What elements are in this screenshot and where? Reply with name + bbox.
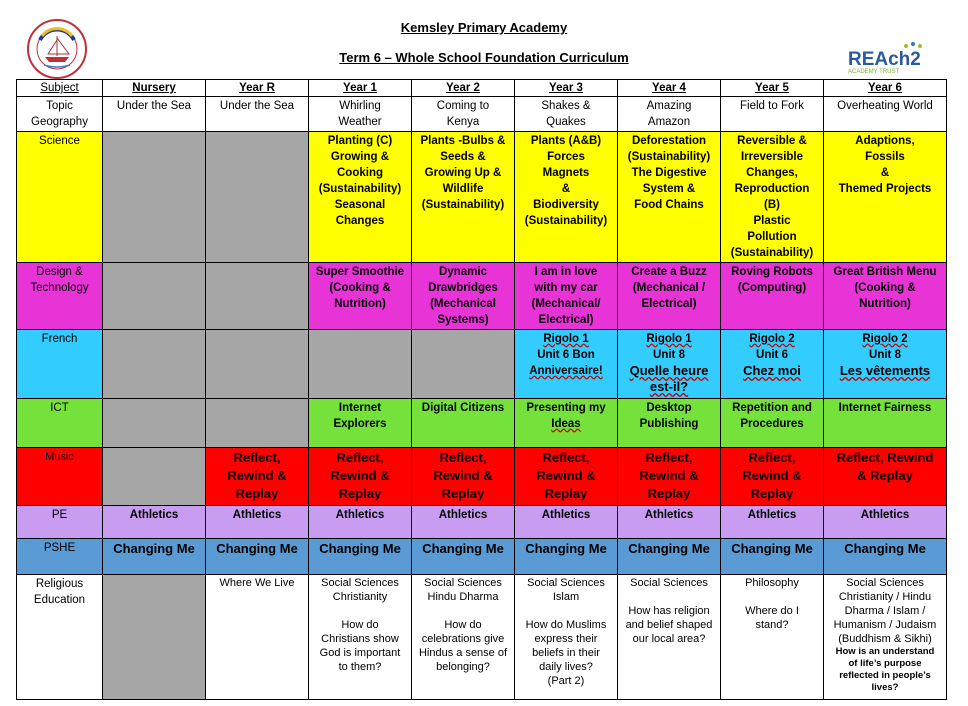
school-title: Kemsley Primary Academy [400, 20, 568, 35]
french-y3-topic: Anniversaire! [529, 365, 603, 377]
table-cell: Reflect, Rewind & Replay [824, 448, 947, 506]
table-cell: Deforestation (Sustainability) The Digestive System & Food Chains [618, 132, 721, 263]
table-cell: Changing Me [206, 539, 309, 575]
table-cell: Desktop Publishing [618, 399, 721, 448]
col-header-year-6: Year 6 [824, 80, 947, 97]
table-cell: Athletics [412, 506, 515, 539]
table-cell: Reflect, Rewind & Replay [412, 448, 515, 506]
empty-cell [206, 399, 309, 448]
table-cell: Changing Me [515, 539, 618, 575]
row-ict [17, 399, 947, 448]
subject-cell: French [17, 330, 103, 399]
table-cell: Reversible & Irreversible Changes, Reproduction (B) Plastic Pollution (Sustainability) [721, 132, 824, 263]
ict-y3-word: Ideas [551, 418, 581, 430]
table-cell: Changing Me [721, 539, 824, 575]
empty-cell [103, 448, 206, 506]
table-cell: Where We Live [206, 575, 309, 700]
empty-cell [103, 263, 206, 330]
col-header-year-r: Year R [206, 80, 309, 97]
table-cell: Changing Me [618, 539, 721, 575]
col-header-year-4: Year 4 [618, 80, 721, 97]
french-y3-unit-number: Unit 6 Bon [537, 349, 595, 361]
table-cell: Plants (A&B) Forces Magnets & Biodiversity (Sustainability) [515, 132, 618, 263]
empty-cell [103, 330, 206, 399]
row-topic-geography [17, 97, 947, 132]
table-cell: Athletics [721, 506, 824, 539]
table-cell: Under the Sea [103, 97, 206, 132]
empty-cell [206, 132, 309, 263]
table-cell: Planting (C) Growing & Cooking (Sustainability) Seasonal Changes [309, 132, 412, 263]
table-cell: Athletics [103, 506, 206, 539]
trust-logo-text: REAch2 [848, 49, 921, 70]
table-cell: Create a Buzz (Mechanical / Electrical) [618, 263, 721, 330]
table-cell: Changing Me [824, 539, 947, 575]
table-cell: Social Sciences Christianity How do Christians show God is important to them? [309, 575, 412, 700]
french-y4-topic-2: est-il? [649, 379, 689, 394]
row-pe [17, 506, 947, 539]
table-cell: Shakes & Quakes [515, 97, 618, 132]
empty-cell [206, 330, 309, 399]
table-cell: Social Sciences Hindu Dharma How do celebrations give Hindus a sense of belonging? [412, 575, 515, 700]
french-y6-topic: Les vêtements [839, 363, 931, 378]
row-religious-education [17, 575, 947, 700]
subject-cell: Design & Technology [17, 263, 103, 330]
table-cell: Field to Fork [721, 97, 824, 132]
french-y6-unit-number: Unit 8 [869, 349, 901, 361]
table-cell [721, 330, 824, 399]
subject-cell: Religious Education [17, 575, 103, 700]
col-header-year-2: Year 2 [412, 80, 515, 97]
subject-cell: Music [17, 448, 103, 506]
table-cell: Dynamic Drawbridges (Mechanical Systems) [412, 263, 515, 330]
subject-cell: Topic Geography [17, 97, 103, 132]
table-cell [515, 399, 618, 448]
subject-cell: PE [17, 506, 103, 539]
table-cell: Great British Menu (Cooking & Nutrition) [824, 263, 947, 330]
table-cell: Reflect, Rewind & Replay [309, 448, 412, 506]
french-y5-unit-number: Unit 6 [756, 349, 788, 361]
table-cell: Reflect, Rewind & Replay [206, 448, 309, 506]
table-cell: Athletics [206, 506, 309, 539]
table-cell: Internet Explorers [309, 399, 412, 448]
table-cell: Coming to Kenya [412, 97, 515, 132]
col-header-nursery: Nursery [103, 80, 206, 97]
empty-cell [103, 575, 206, 700]
table-cell [515, 330, 618, 399]
table-cell: Changing Me [103, 539, 206, 575]
table-cell: Overheating World [824, 97, 947, 132]
table-cell: Athletics [618, 506, 721, 539]
col-header-subject: Subject [17, 80, 103, 97]
table-cell: Amazing Amazon [618, 97, 721, 132]
table-cell: Changing Me [412, 539, 515, 575]
subject-cell: ICT [17, 399, 103, 448]
row-music [17, 448, 947, 506]
row-pshe [17, 539, 947, 575]
table-cell [824, 575, 947, 700]
table-cell: Changing Me [309, 539, 412, 575]
table-cell: Whirling Weather [309, 97, 412, 132]
table-cell: I am in love with my car (Mechanical/ Electrical) [515, 263, 618, 330]
table-cell: Digital Citizens [412, 399, 515, 448]
table-cell: Plants -Bulbs & Seeds & Growing Up & Wildlife (Sustainability) [412, 132, 515, 263]
empty-cell [206, 263, 309, 330]
ict-y3-text: Presenting my [526, 402, 606, 414]
table-cell: Roving Robots (Computing) [721, 263, 824, 330]
french-y6-unit: Rigolo 2 [862, 333, 908, 345]
table-cell [824, 330, 947, 399]
table-cell: Reflect, Rewind & Replay [618, 448, 721, 506]
table-cell: Athletics [309, 506, 412, 539]
col-header-year-5: Year 5 [721, 80, 824, 97]
table-cell: Athletics [824, 506, 947, 539]
table-cell: Adaptions, Fossils & Themed Projects [824, 132, 947, 263]
french-y5-topic: Chez moi [743, 363, 801, 378]
table-cell [618, 330, 721, 399]
table-cell: Social Sciences Islam How do Muslims express their beliefs in their daily lives? (Part 2) [515, 575, 618, 700]
french-y4-topic: Quelle heure [629, 363, 709, 378]
french-y5-unit: Rigolo 2 [749, 333, 795, 345]
table-cell: Reflect, Rewind & Replay [515, 448, 618, 506]
table-cell: Super Smoothie (Cooking & Nutrition) [309, 263, 412, 330]
french-y3-unit: Rigolo 1 [543, 333, 589, 345]
col-header-year-3: Year 3 [515, 80, 618, 97]
trust-logo-subtext: ACADEMY TRUST [848, 69, 900, 75]
subject-cell: PSHE [17, 539, 103, 575]
table-cell: Social Sciences How has religion and belief shaped our local area? [618, 575, 721, 700]
table-cell: Internet Fairness [824, 399, 947, 448]
empty-cell [309, 330, 412, 399]
re-y6-text: Social Sciences Christianity / Hindu Dharma / Islam / Humanism / Judaism (Buddhism & Sikhi) [833, 577, 937, 645]
subject-cell: Science [17, 132, 103, 263]
header-row [17, 80, 947, 97]
col-header-year-1: Year 1 [309, 80, 412, 97]
re-y6-question: How is an understand of life’s purpose reflected in people’s lives? [835, 646, 935, 693]
table-cell: Athletics [515, 506, 618, 539]
empty-cell [103, 399, 206, 448]
table-cell: Reflect, Rewind & Replay [721, 448, 824, 506]
table-cell: Repetition and Procedures [721, 399, 824, 448]
row-science [17, 132, 947, 263]
french-y4-unit: Rigolo 1 [646, 333, 692, 345]
curriculum-table [16, 79, 947, 700]
row-design-technology [17, 263, 947, 330]
curriculum-title: Term 6 – Whole School Foundation Curriculum [339, 50, 629, 65]
row-french [17, 330, 947, 399]
empty-cell [103, 132, 206, 263]
empty-cell [412, 330, 515, 399]
french-y4-unit-number: Unit 8 [653, 349, 685, 361]
table-cell: Philosophy Where do I stand? [721, 575, 824, 700]
table-cell: Under the Sea [206, 97, 309, 132]
